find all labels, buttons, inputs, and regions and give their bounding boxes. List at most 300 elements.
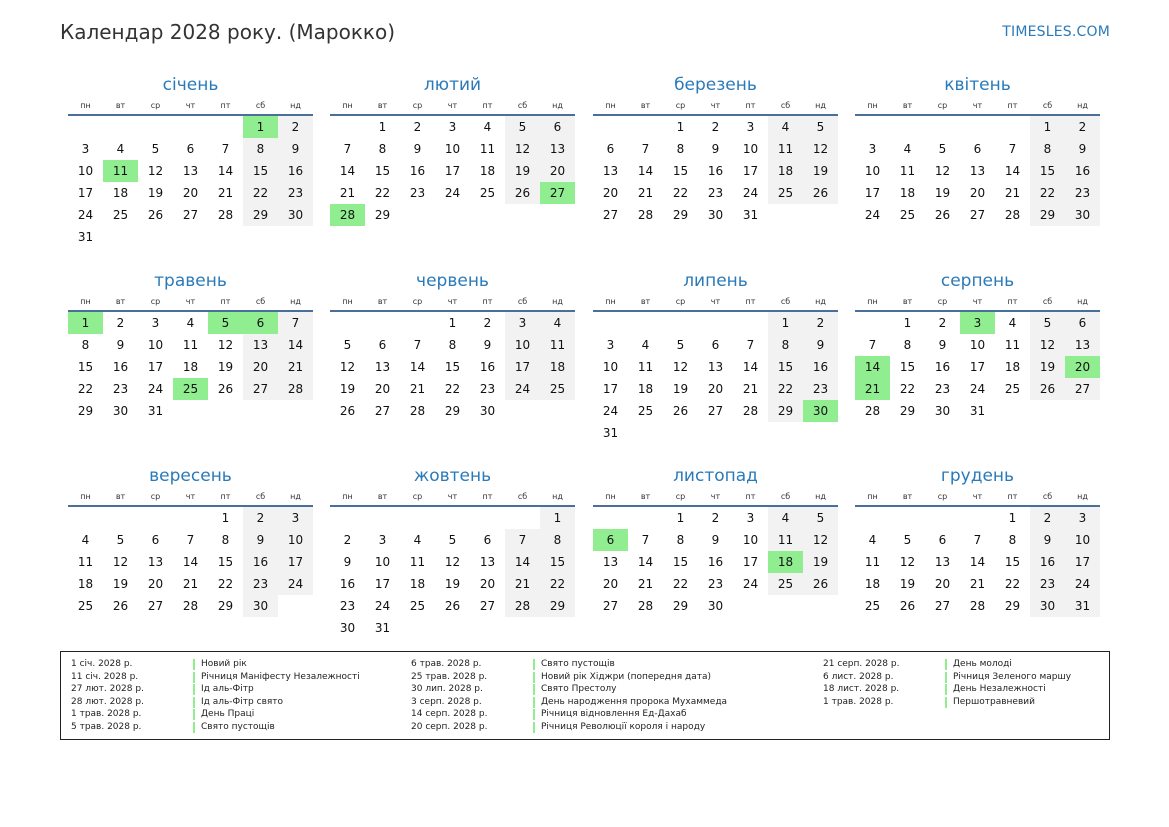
holiday-day-cell: 1 [68,312,103,334]
weekday-label: нд [1077,101,1088,110]
weekday-label: чт [972,492,983,501]
day-cell: 17 [77,186,94,200]
day-cell: 29 [899,404,916,418]
day-cell: 11 [479,142,496,156]
day-cell: 7 [278,312,313,334]
holiday-row [61,708,360,721]
day-cell: 24 [742,186,759,200]
day-cell: 5 [448,533,457,547]
day-cell: 14 [182,555,199,569]
weekday-label: нд [815,492,826,501]
day-cell: 16 [803,356,838,378]
day-cell: 25 [864,599,881,613]
day-cell: 9 [483,338,492,352]
holiday-date: 11 січ. 2028 р. [71,671,139,682]
day-grid [855,116,1100,226]
day-cell: 26 [803,573,838,595]
day-cell: 28 [864,404,881,418]
holiday-date: 14 серп. 2028 р. [411,709,488,720]
day-cell: 22 [1030,182,1065,204]
day-cell: 23 [803,378,838,400]
day-cell: 13 [540,138,575,160]
day-cell: 28 [278,378,313,400]
day-grid [330,507,575,639]
day-cell: 13 [147,555,164,569]
day-cell: 18 [768,160,803,182]
weekday-label: пн [605,297,616,306]
holiday-day-cell: 1 [243,116,278,138]
day-cell: 14 [969,555,986,569]
month-0 [68,73,313,248]
day-cell: 26 [672,404,689,418]
day-cell: 3 [151,316,160,330]
empty-cell [103,116,138,138]
day-cell: 20 [602,577,619,591]
day-cell: 5 [505,116,540,138]
holiday-column [401,658,727,734]
day-cell: 28 [637,208,654,222]
day-cell: 12 [803,138,838,160]
weekday-header [855,489,1100,507]
day-cell: 22 [540,573,575,595]
empty-cell [593,116,628,138]
day-cell: 30 [339,621,356,635]
weekday-header [68,489,313,507]
day-cell: 14 [505,551,540,573]
day-cell: 10 [77,164,94,178]
day-cell: 28 [742,404,759,418]
empty-cell [855,116,890,138]
day-cell: 3 [448,120,457,134]
weekday-label: чт [710,297,721,306]
weekday-header [68,294,313,312]
holiday-day-cell: 11 [103,160,138,182]
day-cell: 12 [444,555,461,569]
weekday-label: пт [482,297,493,306]
holiday-date: 21 серп. 2028 р. [823,659,900,669]
day-cell: 1 [676,511,685,525]
empty-cell [365,312,400,334]
holiday-name: Річниця Революції короля і народу [541,721,706,732]
day-cell: 16 [707,555,724,569]
day-cell: 13 [374,360,391,374]
day-cell: 12 [934,164,951,178]
weekday-label: ср [675,101,686,110]
day-cell: 26 [217,382,234,396]
holiday-day-cell: 30 [803,400,838,422]
day-cell: 4 [413,533,422,547]
empty-cell [593,312,628,334]
weekday-label: вт [902,297,913,306]
empty-cell [925,116,960,138]
day-cell: 20 [707,382,724,396]
day-cell: 31 [969,404,986,418]
weekday-label: чт [447,492,458,501]
day-cell: 6 [540,116,575,138]
holiday-marker [193,709,195,720]
day-cell: 29 [77,404,94,418]
holiday-date: 30 лип. 2028 р. [411,684,483,695]
day-cell: 4 [81,533,90,547]
day-cell: 30 [707,599,724,613]
weekday-label: нд [552,297,563,306]
day-cell: 22 [243,182,278,204]
weekday-label: пн [605,101,616,110]
holiday-name: День Праці [201,709,255,720]
day-cell: 13 [182,164,199,178]
day-cell: 18 [182,360,199,374]
weekday-label: пт [745,297,756,306]
day-cell: 27 [707,404,724,418]
day-cell: 26 [899,599,916,613]
day-cell: 1 [448,316,457,330]
holiday-row [61,671,360,684]
day-cell: 17 [278,551,313,573]
day-cell: 15 [374,164,391,178]
holiday-day-cell: 20 [1065,356,1100,378]
day-cell: 13 [479,555,496,569]
day-cell: 25 [409,599,426,613]
holiday-name: Першотравневий [953,696,1035,707]
day-cell: 1 [540,507,575,529]
empty-cell [208,116,243,138]
day-cell: 20 [147,577,164,591]
day-cell: 4 [903,142,912,156]
month-1 [330,73,575,226]
month-5 [330,269,575,422]
day-cell: 23 [934,382,951,396]
day-cell: 6 [711,338,720,352]
weekday-label: пн [867,297,878,306]
holiday-day-cell: 5 [208,312,243,334]
day-cell: 25 [77,599,94,613]
day-cell: 29 [444,404,461,418]
holiday-row [401,671,727,684]
day-cell: 24 [374,599,391,613]
day-cell: 26 [147,208,164,222]
day-cell: 29 [1030,204,1065,226]
day-cell: 7 [641,142,650,156]
day-cell: 16 [707,164,724,178]
day-cell: 9 [711,142,720,156]
day-grid [68,312,313,422]
day-cell: 31 [77,230,94,244]
holiday-day-cell: 27 [540,182,575,204]
day-cell: 14 [339,164,356,178]
day-cell: 13 [243,334,278,356]
weekday-header [330,98,575,116]
weekday-label: нд [552,492,563,501]
day-cell: 27 [374,404,391,418]
day-cell: 23 [707,577,724,591]
weekday-label: ср [150,297,161,306]
day-cell: 30 [1065,204,1100,226]
day-cell: 14 [217,164,234,178]
day-cell: 29 [217,599,234,613]
holiday-name: Свято Престолу [541,684,617,695]
day-cell: 4 [768,116,803,138]
day-cell: 28 [182,599,199,613]
weekday-label: сб [255,297,266,306]
day-cell: 2 [711,511,720,525]
day-cell: 12 [217,338,234,352]
day-cell: 26 [444,599,461,613]
day-cell: 24 [444,186,461,200]
day-cell: 31 [147,404,164,418]
day-cell: 27 [147,599,164,613]
weekday-label: вт [902,101,913,110]
day-cell: 16 [409,164,426,178]
day-cell: 29 [374,208,391,222]
weekday-label: сб [1042,297,1053,306]
day-cell: 1 [378,120,387,134]
holiday-row [401,708,727,721]
weekday-label: пн [605,492,616,501]
day-cell: 21 [409,382,426,396]
day-cell: 7 [868,338,877,352]
weekday-label: вт [377,297,388,306]
weekday-label: ср [150,101,161,110]
empty-cell [890,507,925,529]
empty-cell [628,507,663,529]
weekday-label: нд [290,492,301,501]
day-cell: 15 [444,360,461,374]
holiday-list [60,651,1110,740]
holiday-day-cell: 14 [855,356,890,378]
day-cell: 30 [934,404,951,418]
day-cell: 2 [938,316,947,330]
day-cell: 18 [479,164,496,178]
day-cell: 16 [1065,160,1100,182]
holiday-marker [193,722,195,733]
empty-cell [173,507,208,529]
weekday-label: вт [902,492,913,501]
holiday-date: 1 трав. 2028 р. [823,696,894,707]
holiday-day-cell: 28 [330,204,365,226]
weekday-header [855,294,1100,312]
day-cell: 8 [378,142,387,156]
weekday-label: вт [115,297,126,306]
empty-cell [628,312,663,334]
weekday-label: пн [342,297,353,306]
empty-cell [855,312,890,334]
holiday-row [813,671,1071,684]
site-logo-link[interactable]: TIMESLES.COM [1002,24,1110,40]
day-cell: 19 [217,360,234,374]
weekday-label: пн [867,101,878,110]
holiday-date: 3 серп. 2028 р. [411,696,482,707]
day-cell: 25 [1004,382,1021,396]
day-cell: 2 [413,120,422,134]
weekday-label: чт [710,492,721,501]
holiday-day-cell: 21 [855,378,890,400]
day-cell: 2 [243,507,278,529]
month-name: квітень [944,75,1011,95]
day-cell: 4 [641,338,650,352]
day-cell: 10 [602,360,619,374]
holiday-day-cell: 18 [768,551,803,573]
day-cell: 7 [343,142,352,156]
day-cell: 18 [899,186,916,200]
day-cell: 9 [803,334,838,356]
day-cell: 14 [1004,164,1021,178]
month-name: березень [674,75,757,95]
day-cell: 6 [483,533,492,547]
holiday-date: 28 лют. 2028 р. [71,696,144,707]
weekday-label: пт [1007,492,1018,501]
month-name: грудень [940,466,1015,486]
day-cell: 20 [540,160,575,182]
weekday-label: нд [815,101,826,110]
holiday-date: 18 лист. 2028 р. [823,684,900,695]
day-cell: 5 [803,116,838,138]
weekday-label: ср [937,492,948,501]
month-3 [855,73,1100,226]
holiday-name: День Незалежності [953,684,1046,695]
empty-cell [103,507,138,529]
holiday-marker [533,697,535,708]
day-cell: 18 [540,356,575,378]
page-title: Календар 2028 року. (Марокко) [60,20,396,44]
month-name: січень [162,75,219,95]
holiday-name: Ід аль-Фітр свято [201,696,284,707]
day-cell: 3 [378,533,387,547]
month-6 [593,269,838,444]
day-cell: 22 [217,577,234,591]
weekday-label: сб [1042,101,1053,110]
day-cell: 2 [803,312,838,334]
day-cell: 19 [672,382,689,396]
weekday-label: пт [482,101,493,110]
day-cell: 22 [77,382,94,396]
day-cell: 16 [934,360,951,374]
day-cell: 31 [742,208,759,222]
holiday-name: Новий рік [201,659,247,669]
day-cell: 19 [444,577,461,591]
holiday-date: 6 лист. 2028 р. [823,671,894,682]
day-cell: 10 [864,164,881,178]
holiday-name: Річниця Зеленого маршу [953,671,1072,682]
day-cell: 28 [1004,208,1021,222]
day-cell: 25 [540,378,575,400]
weekday-label: вт [377,492,388,501]
day-cell: 22 [768,378,803,400]
day-cell: 22 [374,186,391,200]
day-cell: 28 [217,208,234,222]
day-cell: 6 [151,533,160,547]
day-cell: 30 [1030,595,1065,617]
weekday-label: нд [552,101,563,110]
holiday-date: 1 трав. 2028 р. [71,709,142,720]
weekday-label: сб [517,297,528,306]
day-cell: 17 [1065,551,1100,573]
weekday-header [68,98,313,116]
day-cell: 12 [899,555,916,569]
weekday-label: пн [342,492,353,501]
day-cell: 19 [505,160,540,182]
day-grid [593,312,838,444]
day-cell: 3 [606,338,615,352]
holiday-row [61,683,360,696]
weekday-label: сб [255,101,266,110]
day-cell: 22 [899,382,916,396]
weekday-label: ср [412,101,423,110]
day-cell: 25 [637,404,654,418]
month-2 [593,73,838,226]
day-cell: 5 [676,338,685,352]
day-cell: 25 [112,208,129,222]
day-cell: 19 [934,186,951,200]
day-cell: 30 [112,404,129,418]
empty-cell [365,507,400,529]
weekday-label: чт [972,101,983,110]
empty-cell [960,116,995,138]
weekday-label: пт [745,101,756,110]
day-cell: 3 [746,511,755,525]
holiday-marker [945,672,947,683]
day-cell: 16 [243,551,278,573]
day-cell: 21 [217,186,234,200]
holiday-name: День народження пророка Мухаммеда [541,696,728,707]
weekday-label: пт [1007,297,1018,306]
weekday-label: пт [220,492,231,501]
day-cell: 21 [742,382,759,396]
day-cell: 24 [864,208,881,222]
month-7 [855,269,1100,422]
holiday-marker [533,722,535,733]
day-cell: 5 [903,533,912,547]
day-cell: 8 [676,142,685,156]
empty-cell [733,312,768,334]
day-cell: 17 [374,577,391,591]
day-cell: 24 [1065,573,1100,595]
day-cell: 15 [1030,160,1065,182]
weekday-header [330,294,575,312]
day-cell: 8 [768,334,803,356]
day-cell: 30 [278,204,313,226]
day-cell: 13 [1065,334,1100,356]
day-cell: 10 [969,338,986,352]
day-cell: 10 [742,533,759,547]
holiday-date: 6 трав. 2028 р. [411,659,482,669]
day-cell: 14 [637,164,654,178]
weekday-label: ср [412,492,423,501]
day-cell: 9 [938,338,947,352]
weekday-label: чт [185,297,196,306]
day-cell: 31 [602,426,619,440]
holiday-marker [945,684,947,695]
day-cell: 17 [742,164,759,178]
day-cell: 4 [1008,316,1017,330]
month-10 [593,464,838,617]
day-cell: 25 [899,208,916,222]
day-cell: 23 [112,382,129,396]
day-cell: 23 [707,186,724,200]
day-cell: 16 [479,360,496,374]
empty-cell [593,507,628,529]
day-cell: 27 [182,208,199,222]
day-cell: 15 [768,356,803,378]
weekday-label: пт [220,297,231,306]
day-cell: 17 [602,382,619,396]
day-cell: 9 [243,529,278,551]
empty-cell [138,116,173,138]
empty-cell [505,507,540,529]
holiday-date: 20 серп. 2028 р. [411,721,488,732]
day-cell: 11 [77,555,94,569]
month-name: травень [154,271,227,291]
day-cell: 2 [116,316,125,330]
